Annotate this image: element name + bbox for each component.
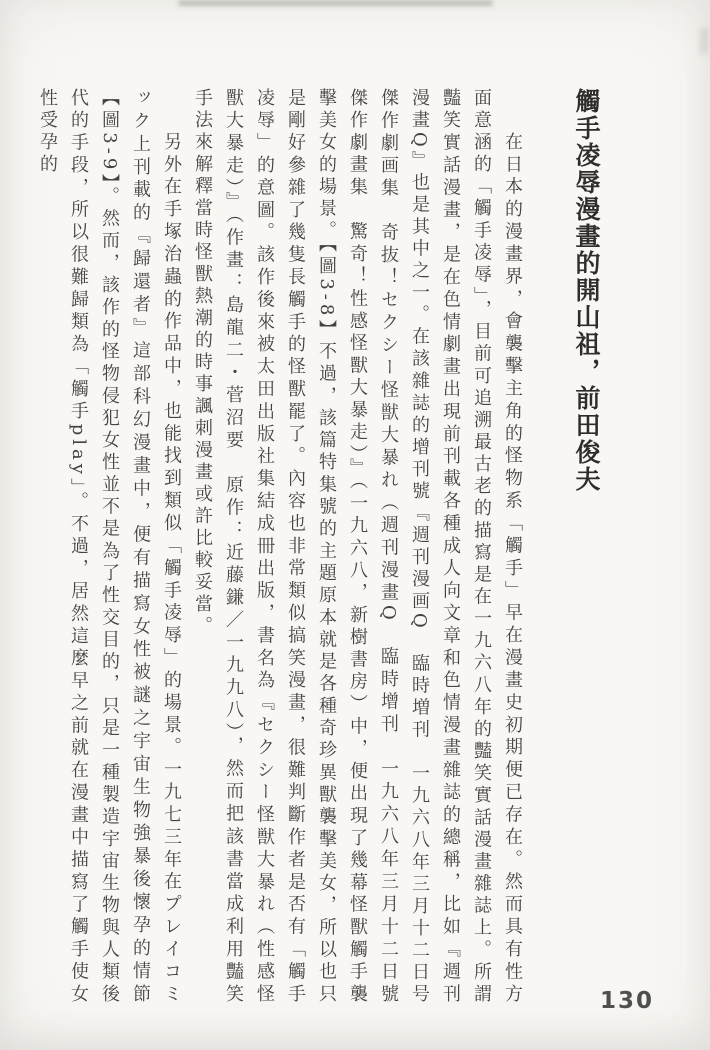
page-title: 觸手凌辱漫畫的開山祖，前田俊夫 [572, 88, 601, 493]
page-number: 130 [599, 988, 654, 1014]
vertical-text-area [32, 88, 646, 1028]
scan-artifact [178, 0, 493, 6]
body-paragraph: 另外在手塚治蟲的作品中，也能找到類似「觸手凌辱」的場景。一九七三年在プレイコミック上刊載的『歸還者』這部科幻漫畫中，便有描寫女性被謎之宇宙生物強暴後懷孕的情節【圖3-9】。然而，該作的怪物侵犯女性並不是為了性交目的，只是一種製造宇宙生物與人類後代的手段，所以很難歸類為「觸手play」。不過，居然這麼早之前就在漫畫中描寫了觸手使女性受孕的 [37, 88, 182, 1006]
body-paragraph: 在日本的漫畫界，會襲擊主角的怪物系「觸手」早在漫畫史初期便已存在。然而具有性方面意涵的「觸手凌辱」，目前可追溯最古老的描寫是在一九六八年的豔笑實話漫畫雜誌上。所謂豔笑實話漫畫，是在色情劇畫出現前刊載各種成人向文章和色情漫畫雜誌的總稱，比如『週刊漫畫Q』也是其中之一。在該雜誌的增刊號『週刊漫画Q 臨時増刊 一九六八年三月十二日号 傑作劇画集 奇抜！セクシー怪獣大暴れ（週刊漫畫Q 臨時增刊 一九六八年三月十二日號 傑作劇畫集 驚奇！性感怪獸大暴走）』（一九六八，新樹書房）中，便出現了幾幕怪獸觸手襲擊美女的場景。【圖3-8】不過，該篇特集號的主題原本就是各種奇珍異獸襲擊美女，所以也只是剛好參雜了幾隻長觸手的怪獸罷了。內容也非常類似搞笑漫畫，很難判斷作者是否有「觸手凌辱」的意圖。該作後來被太田出版社集結成冊出版，書名為『セクシー怪獣大暴れ（性感怪獸大暴走）』（作畫：島龍二・菅沼要 原作：近藤鎌／一九九八），然而把該書當成利用豔笑手法來解釋當時怪獸熱潮的時事諷刺漫畫或許比較妥當。 [192, 88, 523, 1028]
scan-smudge [700, 28, 708, 54]
